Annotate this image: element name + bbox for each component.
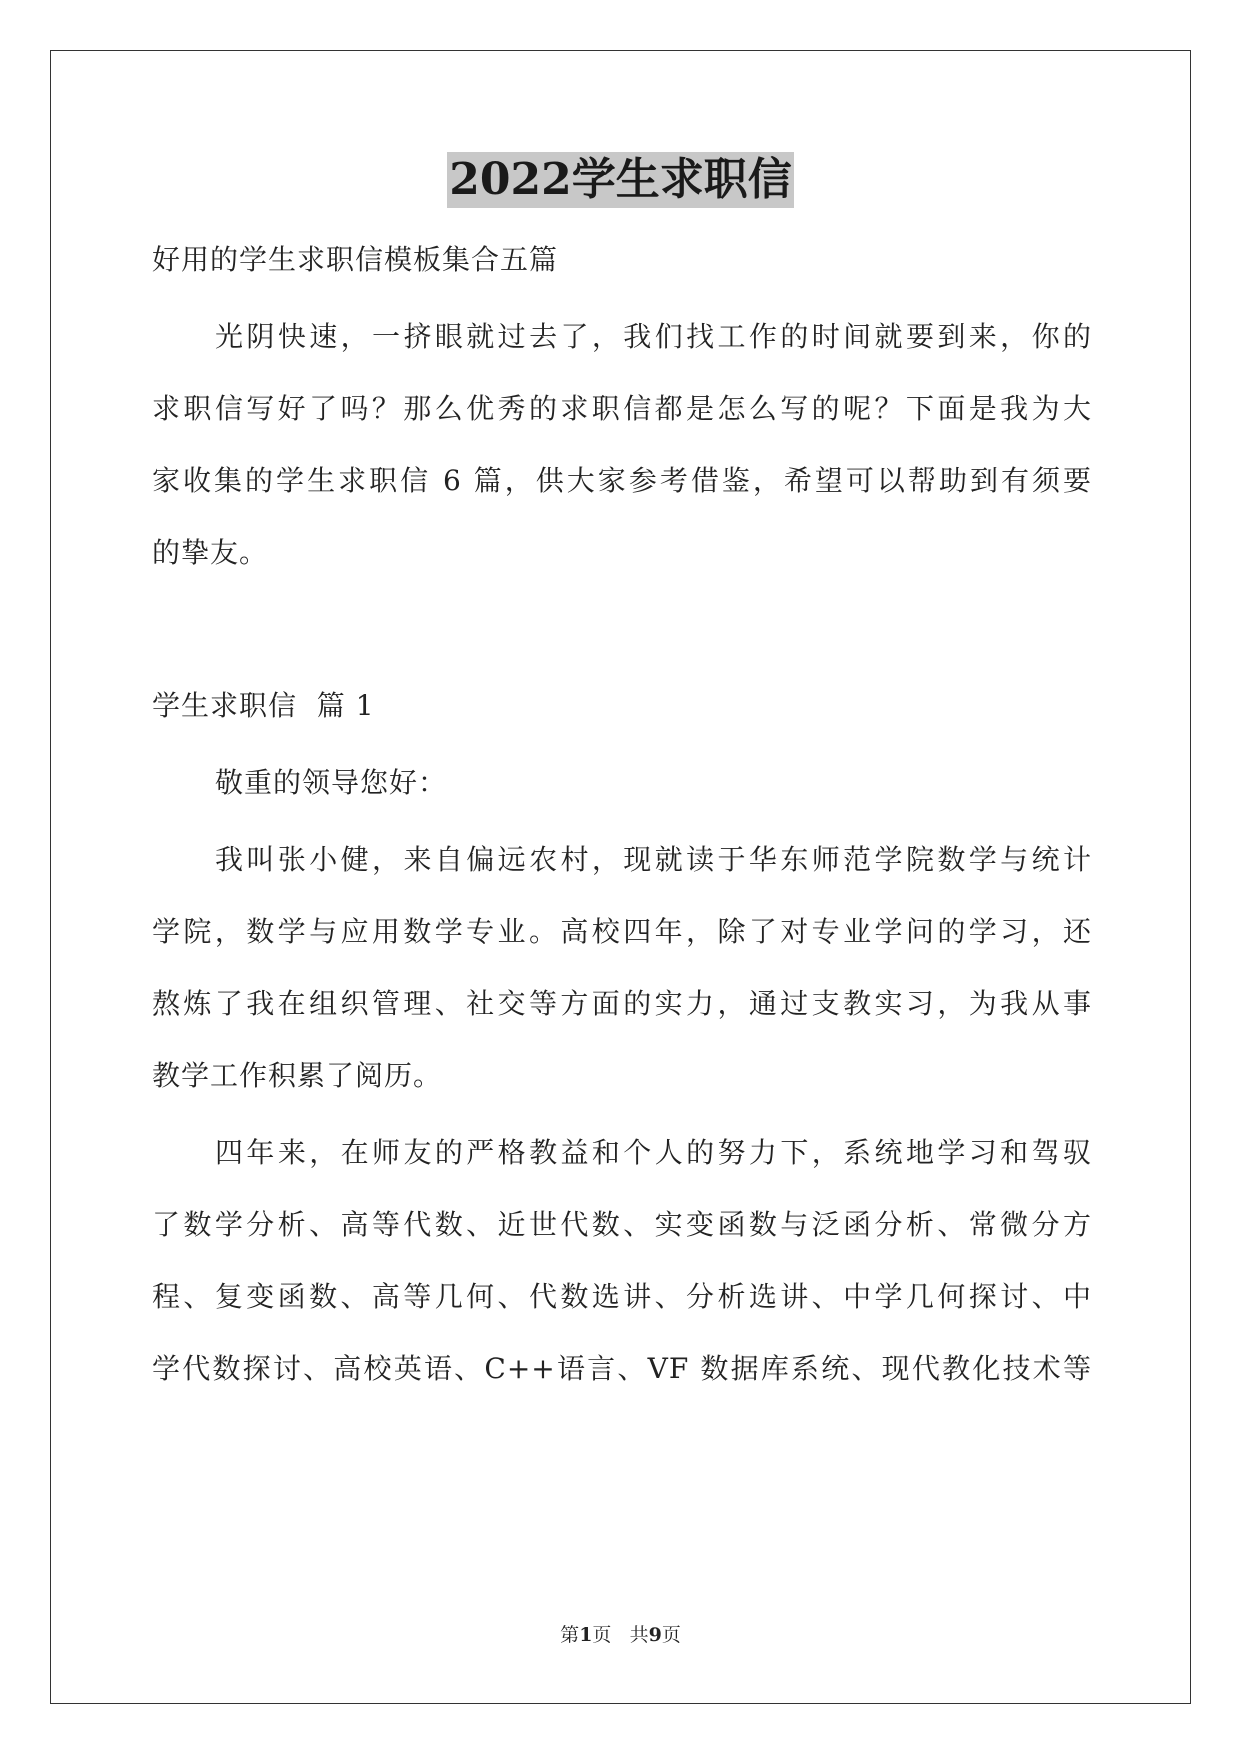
footer-prefix: 第	[560, 1624, 580, 1646]
paragraph-line: 的挚友。	[152, 536, 269, 569]
paragraph-line: 教学工作积累了阅历。	[152, 1059, 443, 1092]
section-heading: 学生求职信 篇 1	[152, 689, 375, 722]
greeting: 敬重的领导您好：	[215, 766, 448, 799]
document-subtitle: 好用的学生求职信模板集合五篇	[152, 243, 559, 276]
footer-total-prefix: 共	[629, 1624, 649, 1646]
footer-page-word: 页	[592, 1624, 612, 1646]
paragraph-line: 我叫张小健，来自偏远农村，现就读于华东师范学院数学与统计	[215, 843, 1092, 876]
paragraph-line: 求职信写好了吗？那么优秀的求职信都是怎么写的呢？下面是我为大	[152, 392, 1092, 425]
title-container	[0, 152, 1241, 208]
current-page-number: 1	[579, 1624, 593, 1646]
footer-total-suffix: 页	[661, 1624, 681, 1646]
paragraph-line: 学代数探讨、高校英语、C++语言、VF 数据库系统、现代教化技术等	[152, 1352, 1092, 1385]
document-title: 2022学生求职信	[447, 152, 793, 208]
paragraph-line: 四年来，在师友的严格教益和个人的努力下，系统地学习和驾驭	[215, 1136, 1092, 1169]
paragraph-line: 光阴快速，一挤眼就过去了，我们找工作的时间就要到来，你的	[215, 320, 1092, 353]
paragraph-line: 了数学分析、高等代数、近世代数、实变函数与泛函分析、常微分方	[152, 1208, 1092, 1241]
paragraph-line: 熬炼了我在组织管理、社交等方面的实力，通过支教实习，为我从事	[152, 987, 1092, 1020]
paragraph-line: 学院，数学与应用数学专业。高校四年，除了对专业学问的学习，还	[152, 915, 1092, 948]
page-footer	[0, 1622, 1241, 1648]
paragraph-line: 程、复变函数、高等几何、代数选讲、分析选讲、中学几何探讨、中	[152, 1280, 1092, 1313]
paragraph-line: 家收集的学生求职信 6 篇，供大家参考借鉴，希望可以帮助到有须要	[152, 464, 1092, 497]
total-pages-number: 9	[648, 1624, 662, 1646]
